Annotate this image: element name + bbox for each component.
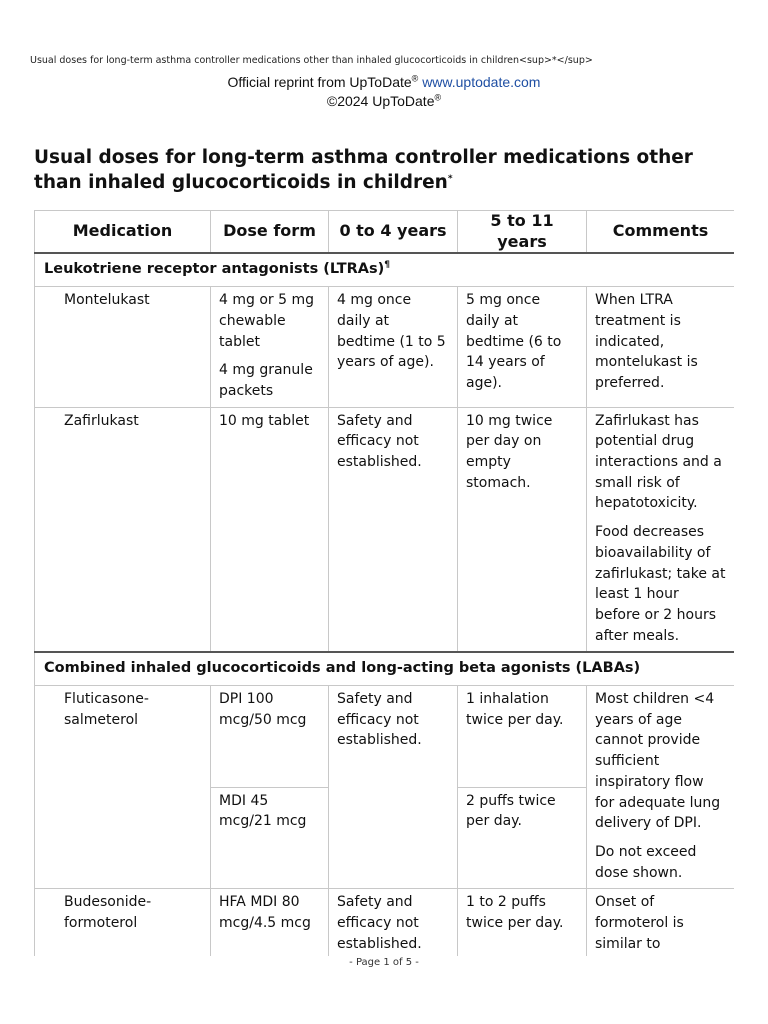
column-header-5-to-11-years: 5 to 11 years (458, 211, 587, 254)
column-header-dose-form: Dose form (211, 211, 329, 254)
reprint-notice (0, 74, 768, 90)
medication-cell: Fluticasone-salmeterol (35, 686, 211, 889)
section-footnote-mark: ¶ (384, 260, 391, 271)
comment-text: Food decreases bioavailability of zafirlukast; take at least 1 hour before or 2 hours after meals. (595, 524, 726, 644)
reprint-prefix: Official reprint from UpToDate (227, 74, 412, 90)
dose-0-4-cell: Safety and efficacy not established. (329, 686, 458, 889)
table-row (35, 287, 735, 408)
comment-text: Most children <4 years of age cannot provide sufficient inspiratory flow for adequate lung delivery of DPI. (595, 691, 721, 832)
table-viewport (34, 210, 734, 956)
dose-5-11-cell: 5 mg once daily at bedtime (6 to 14 years of age). (458, 287, 587, 408)
copyright-text: ©2024 UpToDate (326, 93, 435, 109)
dose-form-cell: 10 mg tablet (211, 407, 329, 652)
dose-0-4-cell: Safety and efficacy not established. (329, 889, 458, 956)
dosing-table (34, 210, 734, 956)
table-row (35, 407, 735, 652)
dose-5-11-cell: 10 mg twice per day on empty stomach. (458, 407, 587, 652)
dose-5-11-cell: 2 puffs twice per day. (458, 787, 587, 889)
document-header-line: Usual doses for long-term asthma controller medications other than inhaled glucocorticoids in children<sup>*</sup> (30, 55, 593, 66)
dose-0-4-cell: 4 mg once daily at bedtime (1 to 5 years of age). (329, 287, 458, 408)
section-label-ics-laba: Combined inhaled glucocorticoids and long-acting beta agonists (LABAs) (35, 652, 735, 685)
comments-cell (587, 686, 735, 889)
medication-cell: Zafirlukast (35, 407, 211, 652)
section-row (35, 253, 735, 286)
page-title-text: Usual doses for long-term asthma controller medications other than inhaled glucocorticoids in children (34, 147, 693, 193)
dose-5-11-cell: 1 to 2 puffs twice per day. (458, 889, 587, 956)
page-title (34, 145, 734, 195)
comments-cell: Onset of formoterol is similar to (587, 889, 735, 956)
dose-form-cell: HFA MDI 80 mcg/4.5 mcg (211, 889, 329, 956)
dose-5-11-cell: 1 inhalation twice per day. (458, 686, 587, 788)
uptodate-link[interactable]: www.uptodate.com (422, 74, 541, 90)
dose-form-cell (211, 287, 329, 408)
dose-form-cell: MDI 45 mcg/21 mcg (211, 787, 329, 889)
registered-mark: ® (411, 73, 419, 84)
comments-cell (587, 407, 735, 652)
section-label-ltras (35, 253, 735, 286)
copyright-notice (0, 93, 768, 109)
column-header-medication: Medication (35, 211, 211, 254)
medication-cell: Montelukast (35, 287, 211, 408)
dose-0-4-cell: Safety and efficacy not established. (329, 407, 458, 652)
medication-cell: Budesonide-formoterol (35, 889, 211, 956)
column-header-0-to-4-years: 0 to 4 years (329, 211, 458, 254)
comment-text: Zafirlukast has potential drug interactions and a small risk of hepatotoxicity. (595, 412, 722, 512)
dose-form-cell: DPI 100 mcg/50 mcg (211, 686, 329, 788)
section-label-text: Leukotriene receptor antagonists (LTRAs) (44, 261, 385, 278)
comments-cell (587, 287, 735, 408)
page-number: - Page 1 of 5 - (349, 957, 419, 968)
dose-form-text: 4 mg or 5 mg chewable tablet (219, 292, 314, 350)
column-header-comments: Comments (587, 211, 735, 254)
registered-mark: ® (434, 92, 442, 103)
table-row (35, 889, 735, 956)
comment-text: Do not exceed dose shown. (595, 843, 697, 881)
title-footnote-mark: * (447, 173, 453, 184)
dose-form-text: 4 mg granule packets (219, 362, 313, 399)
comment-text: When LTRA treatment is indicated, montelukast is preferred. (595, 292, 698, 391)
table-header-row (35, 211, 735, 254)
table-row (35, 686, 735, 788)
section-row (35, 652, 735, 685)
